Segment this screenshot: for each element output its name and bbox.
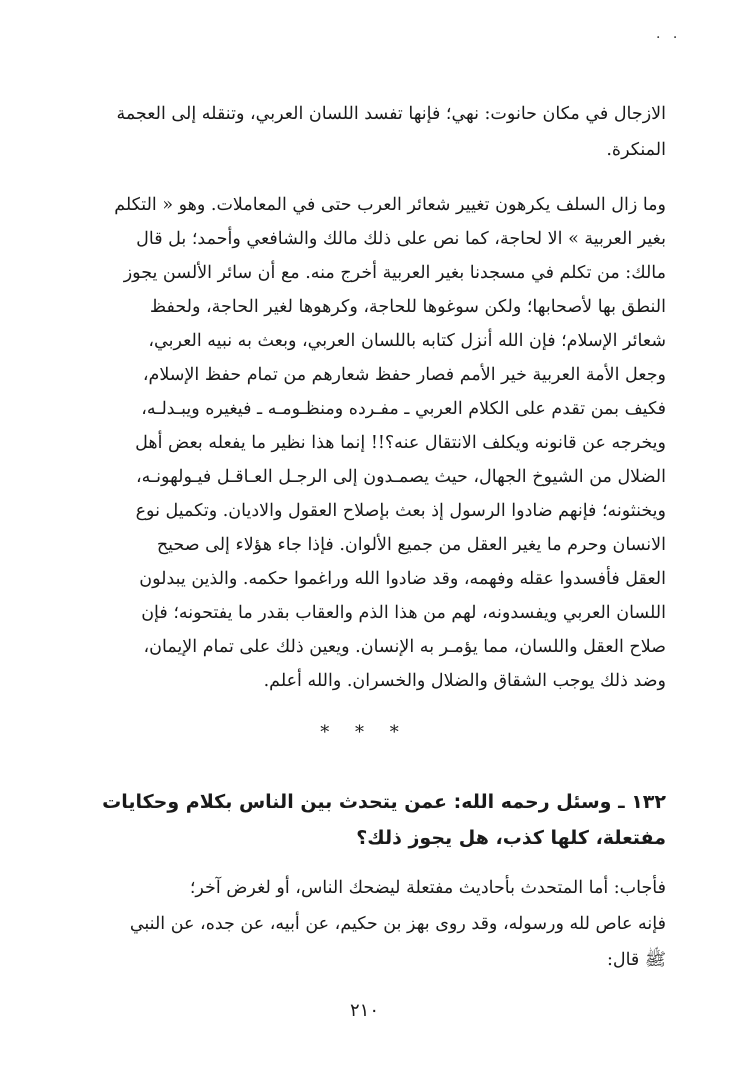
text-line: اللسان العربي ويفسدونه، لهم من هذا الذم والعقاب بقدر ما يفتحونه؛ فإن	[141, 603, 666, 623]
text-line: ويخرجه عن قانونه ويكلف الانتقال عنه؟!! إنما هذا نظير ما يفعله بعض أهل	[135, 433, 666, 453]
text-line: وما زال السلف يكرهون تغيير شعائر العرب حتى في المعاملات. وهو « التكلم	[114, 195, 666, 215]
text-line: فأجاب: أما المتحدث بأحاديث مفتعلة ليضحك الناس، أو لغرض آخر؛	[189, 878, 666, 898]
text-line: وجعل الأمة العربية خير الأمم فصار حفظ شعارهم من تمام حفظ الإسلام،	[142, 365, 666, 385]
text-line: فكيف بمن تقدم على الكلام العربي ـ مفـرده ومنظـومـه ـ فيغيره ويبـدلـه،	[141, 399, 666, 419]
corner-mark: · ·	[656, 30, 682, 46]
text-line: شعائر الإسلام؛ فإن الله أنزل كتابه باللسان العربي، وبعث به نبيه العربي،	[148, 331, 666, 351]
text-line: صلاح العقل واللسان، مما يؤمـر به الإنسان. ويعين ذلك على تمام الإيمان،	[143, 637, 666, 657]
question-heading	[80, 784, 666, 856]
paragraph-1	[80, 96, 666, 168]
text-line: بغير العربية » الا لحاجة، كما نص على ذلك مالك والشافعي وأحمد؛ بل قال	[136, 229, 666, 249]
page-number: ٢١٠	[349, 1000, 379, 1021]
section-separator: * * *	[320, 722, 409, 743]
text-line: ﷺ قال:	[606, 950, 666, 970]
text-line: العقل فأفسدوا عقله وفهمه، وقد ضادوا الله وراغموا حكمه. والذين يبدلون	[139, 569, 666, 589]
text-line: ويخنثونه؛ فإنهم ضادوا الرسول إذ بعث بإصلاح العقول والاديان. وتكميل نوع	[135, 501, 666, 521]
answer-paragraph	[80, 870, 666, 978]
heading-line: مفتعلة، كلها كذب، هل يجوز ذلك؟	[356, 827, 666, 849]
text-line: فإنه عاص لله ورسوله، وقد روى بهز بن حكيم، عن أبيه، عن جده، عن النبي	[129, 914, 666, 934]
text-line: النطق بها لأصحابها؛ ولكن سوغوها للحاجة، وكرهوها لغير الحاجة، ولحفظ	[149, 297, 666, 317]
text-line: الضلال من الشيوخ الجهال، حيث يصمـدون إلى الرجـل العـاقـل فيـولهونـه،	[136, 467, 666, 487]
text-line: المنكرة.	[606, 140, 666, 160]
text-line: الازجال في مكان حانوت: نهي؛ فإنها تفسد اللسان العربي، وتنقله إلى العجمة	[116, 104, 666, 124]
text-line: الانسان وحرم ما يغير العقل من جميع الألوان. فإذا جاء هؤلاء إلى صحيح	[156, 535, 666, 555]
paragraph-2	[80, 188, 666, 698]
text-line: مالك: من تكلم في مسجدنا بغير العربية أخرج منه. مع أن سائر الألسن يجوز	[123, 263, 666, 283]
text-line: وضد ذلك يوجب الشقاق والضلال والخسران. والله أعلم.	[263, 671, 666, 691]
heading-line: ١٣٢ ـ وسئل رحمه الله: عمن يتحدث بين الناس بكلام وحكايات	[102, 791, 666, 813]
